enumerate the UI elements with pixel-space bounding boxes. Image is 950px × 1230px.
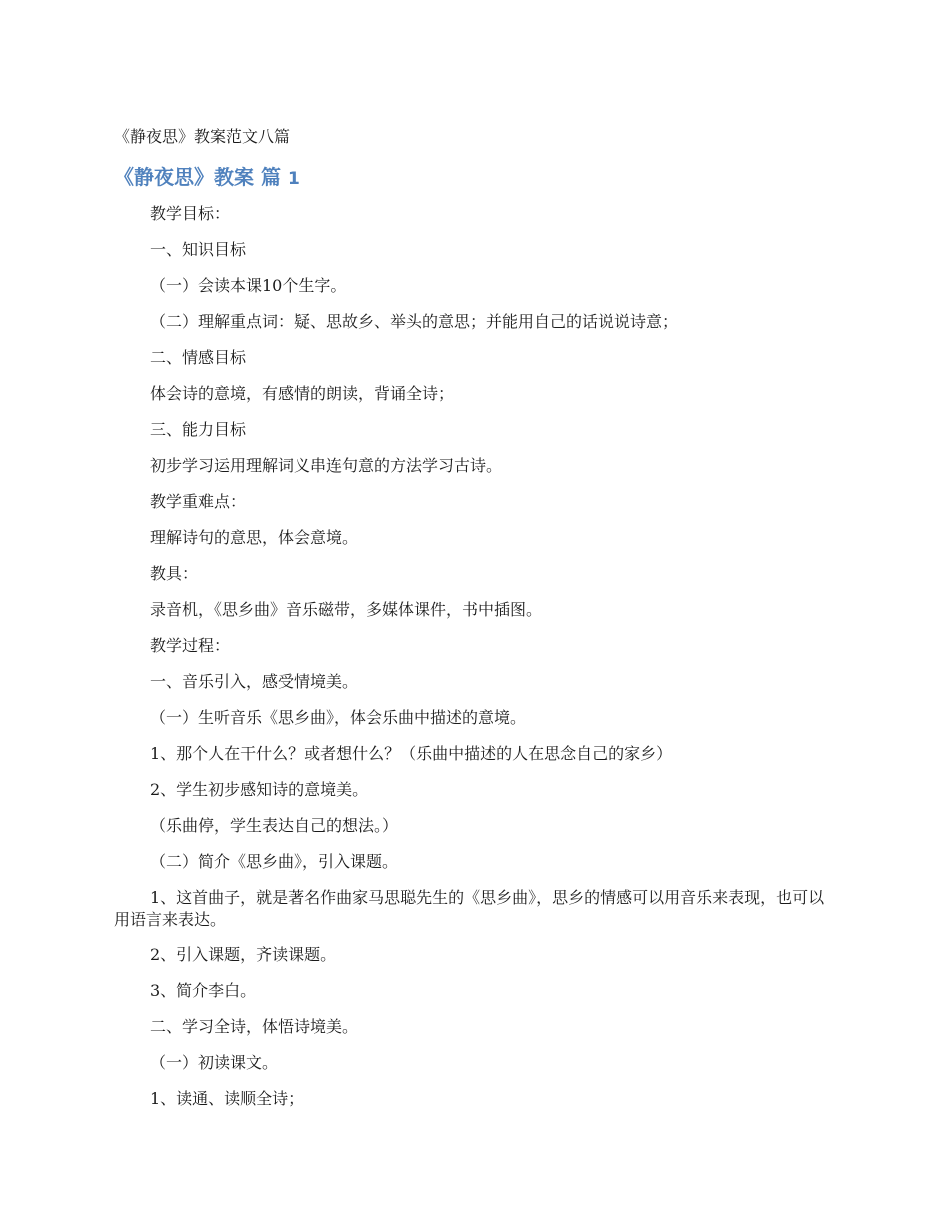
- paragraph: 教学目标：: [150, 204, 231, 223]
- paragraph: 1、那个人在干什么？或者想什么？（乐曲中描述的人在思念自己的家乡）: [150, 744, 673, 763]
- document-title: 《静夜思》教案范文八篇: [114, 127, 291, 146]
- paragraph: 一、知识目标: [150, 240, 247, 259]
- paragraph: （一）生听音乐《思乡曲》，体会乐曲中描述的意境。: [150, 708, 527, 727]
- paragraph: （一）初读课文。: [150, 1053, 279, 1072]
- paragraph: 二、情感目标: [150, 348, 247, 367]
- section-heading: [114, 163, 300, 193]
- paragraph: （一）会读本课10个生字。: [150, 276, 347, 295]
- paragraph: 教具：: [150, 564, 199, 583]
- paragraph: 2、学生初步感知诗的意境美。: [150, 780, 369, 799]
- paragraph: 录音机，《思乡曲》音乐磁带，多媒体课件，书中插图。: [150, 600, 543, 619]
- paragraph: 三、能力目标: [150, 420, 247, 439]
- paragraph: （二）简介《思乡曲》，引入课题。: [150, 852, 399, 871]
- paragraph: 理解诗句的意思，体会意境。: [150, 528, 359, 547]
- paragraph: （二）理解重点词：疑、思故乡、举头的意思；并能用自己的话说说诗意；: [150, 312, 679, 331]
- paragraph: 初步学习运用理解词义串连句意的方法学习古诗。: [150, 456, 503, 475]
- paragraph: 3、简介李白。: [150, 981, 257, 1000]
- paragraph: 2、引入课题，齐读课题。: [150, 945, 337, 964]
- paragraph: 二、学习全诗，体悟诗境美。: [150, 1017, 359, 1036]
- paragraph: 教学过程：: [150, 636, 231, 655]
- paragraph: （乐曲停，学生表达自己的想法。）: [150, 816, 399, 835]
- paragraph: 体会诗的意境，有感情的朗读，背诵全诗；: [150, 384, 455, 403]
- paragraph: 1、读通、读顺全诗；: [150, 1089, 305, 1108]
- section-heading-text: 《静夜思》教案 篇: [114, 165, 281, 189]
- paragraph: 教学重难点：: [150, 492, 247, 511]
- section-heading-number: 1: [287, 169, 300, 189]
- paragraph: 一、音乐引入，感受情境美。: [150, 672, 359, 691]
- paragraph: 1、这首曲子，就是著名作曲家马思聪先生的《思乡曲》，思乡的情感可以用音乐来表现，也可以用语言来表达。: [114, 888, 825, 929]
